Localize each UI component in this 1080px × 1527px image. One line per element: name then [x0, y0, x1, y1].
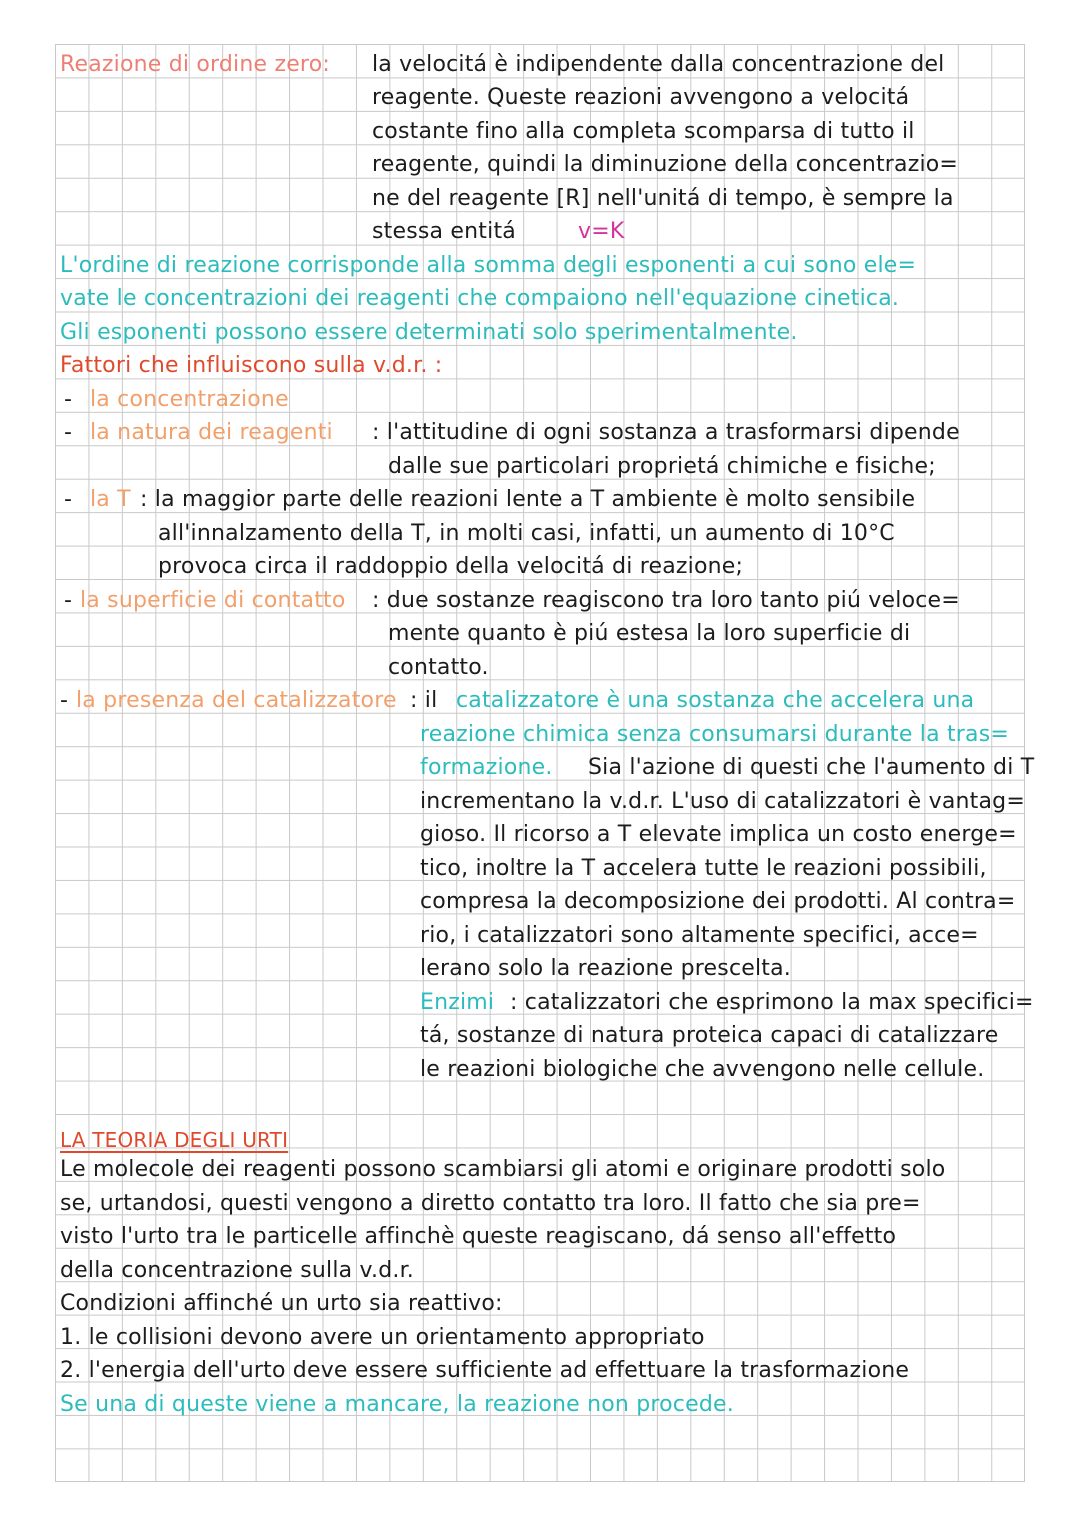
zero-order-line-2: reagente. Queste reazioni avvengono a velocitá	[372, 85, 910, 110]
enzymes-line-1: : catalizzatori che esprimono la max specifici=	[510, 990, 1034, 1015]
collision-theory-line-2: se, urtandosi, questi vengono a diretto contatto tra loro. Il fatto che sia pre=	[60, 1191, 921, 1216]
catalyst-line-2: incrementano la v.d.r. L'uso di catalizzatori è vantag=	[420, 789, 1025, 814]
enzymes-term: Enzimi	[420, 990, 495, 1015]
catalyst-line-7: lerano solo la reazione prescelta.	[420, 956, 791, 981]
condition-2: 2. l'energia dell'urto deve essere sufficiente ad effettuare la trasformazione	[60, 1358, 910, 1383]
collision-theory-title: LA TEORIA DEGLI URTI	[60, 1128, 289, 1152]
bullet-dash: -	[64, 588, 73, 613]
enzymes-line-3: le reazioni biologiche che avvengono nelle cellule.	[420, 1057, 985, 1082]
condition-1: 1. le collisioni devono avere un orientamento appropriato	[60, 1325, 705, 1350]
zero-order-line-5: ne del reagente [R] nell'unitá di tempo, è sempre la	[372, 186, 954, 211]
collision-theory-line-3: visto l'urto tra le particelle affinchè queste reagiscano, dá senso all'effetto	[60, 1224, 897, 1249]
catalyst-line-4: tico, inoltre la T accelera tutte le reazioni possibili,	[420, 856, 987, 881]
zero-order-line-6: stessa entitá	[372, 219, 516, 244]
bullet-dash: -	[64, 387, 73, 412]
factor-concentration: la concentrazione	[90, 387, 289, 412]
catalyst-line-3: gioso. Il ricorso a T elevate implica un costo energe=	[420, 822, 1017, 847]
catalyst-definition-line-3: formazione.	[420, 755, 553, 780]
factor-catalyst: la presenza del catalizzatore	[76, 688, 397, 713]
collision-theory-line-4: della concentrazione sulla v.d.r.	[60, 1258, 415, 1283]
catalyst-definition-line-1: catalizzatore è una sostanza che accelera una	[456, 688, 975, 713]
zero-order-line-1: la velocitá è indipendente dalla concentrazione del	[372, 52, 945, 77]
conditions-heading: Condizioni affinché un urto sia reattivo:	[60, 1291, 503, 1316]
factor-reagent-nature: la natura dei reagenti	[90, 420, 333, 445]
bullet-dash: -	[64, 420, 73, 445]
zero-order-line-4: reagente, quindi la diminuzione della concentrazio=	[372, 152, 959, 177]
catalyst-line-5: compresa la decomposizione dei prodotti. Al contra=	[420, 889, 1016, 914]
catalyst-line-6: rio, i catalizzatori sono altamente specifici, acce=	[420, 923, 979, 948]
factor-temperature-line-1: : la maggior parte delle reazioni lente a T ambiente è molto sensibile	[140, 487, 916, 512]
factor-reagent-nature-line-1: : l'attitudine di ogni sostanza a trasformarsi dipende	[372, 420, 960, 445]
factor-catalyst-lead: : il	[410, 688, 438, 713]
factor-reagent-nature-line-2: dalle sue particolari proprietá chimiche e fisiche;	[388, 454, 936, 479]
factor-contact-surface: la superficie di contatto	[80, 588, 346, 613]
bullet-dash: -	[64, 487, 73, 512]
bullet-dash: -	[60, 688, 69, 713]
factor-temperature: la T	[90, 487, 131, 512]
collision-theory-line-1: Le molecole dei reagenti possono scambiarsi gli atomi e originare prodotti solo	[60, 1157, 946, 1182]
catalyst-definition-line-2: reazione chimica senza consumarsi durante la tras=	[420, 722, 1009, 747]
factor-contact-surface-line-1: : due sostanze reagiscono tra loro tanto piú veloce=	[372, 588, 960, 613]
zero-order-term: Reazione di ordine zero:	[60, 52, 330, 77]
factor-contact-surface-line-3: contatto.	[388, 655, 489, 680]
factor-temperature-line-3: provoca circa il raddoppio della velocitá di reazione;	[158, 554, 744, 579]
factor-temperature-line-2: all'innalzamento della T, in molti casi, infatti, un aumento di 10°C	[158, 521, 895, 546]
factor-contact-surface-line-2: mente quanto è piú estesa la loro superficie di	[388, 621, 911, 646]
factors-heading: Fattori che influiscono sulla v.d.r. :	[60, 353, 443, 378]
catalyst-line-1: Sia l'azione di questi che l'aumento di T	[588, 755, 1035, 780]
enzymes-line-2: tá, sostanze di natura proteica capaci di catalizzare	[420, 1023, 999, 1048]
zero-order-line-3: costante fino alla completa scomparsa di tutto il	[372, 119, 915, 144]
reaction-order-line-2: vate le concentrazioni dei reagenti che compaiono nell'equazione cinetica.	[60, 286, 900, 311]
reaction-order-line-3: Gli esponenti possono essere determinati solo sperimentalmente.	[60, 320, 798, 345]
reaction-order-line-1: L'ordine di reazione corrisponde alla somma degli esponenti a cui sono ele=	[60, 253, 917, 278]
collision-theory-conclusion: Se una di queste viene a mancare, la reazione non procede.	[60, 1392, 734, 1417]
zero-order-formula: v=K	[578, 219, 625, 244]
